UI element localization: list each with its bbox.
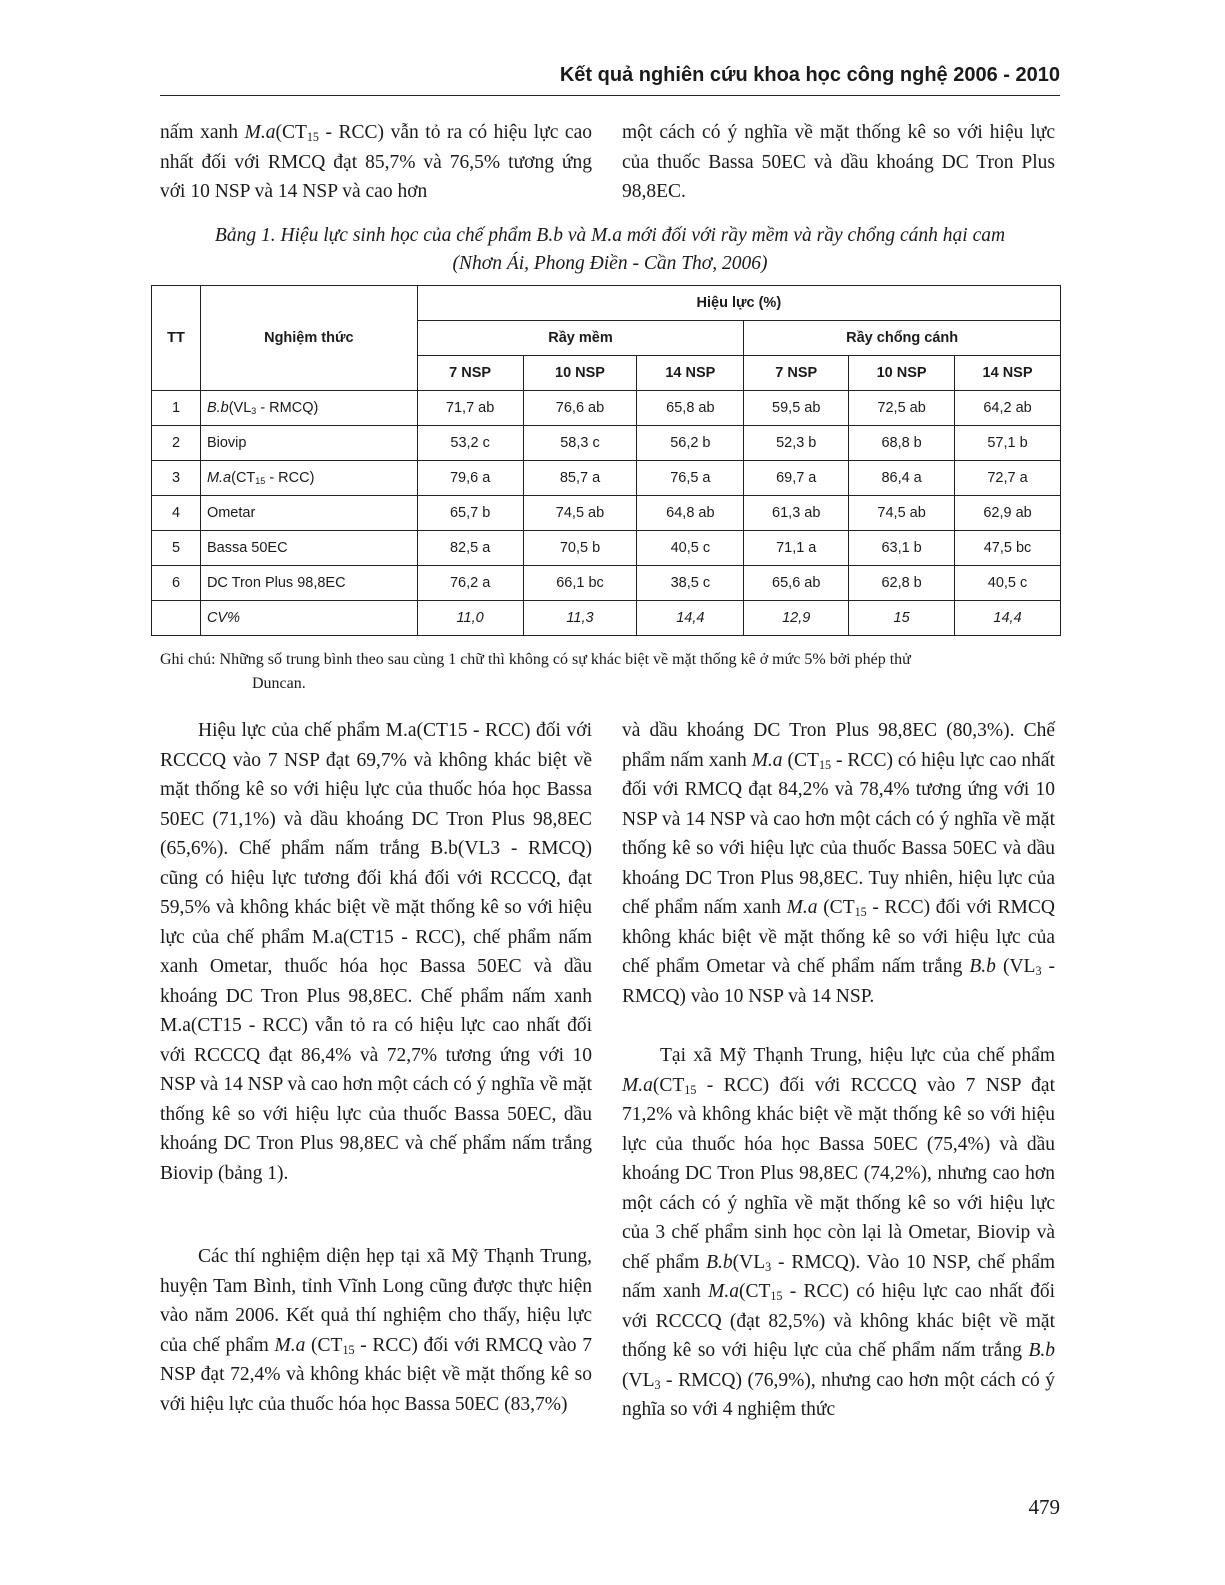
row-value: 52,3 b: [744, 426, 849, 461]
header-day-2: 14 NSP: [637, 356, 744, 391]
row-value: 69,7 a: [744, 461, 849, 496]
row-value: 40,5 c: [955, 566, 1061, 601]
row-value: 38,5 c: [637, 566, 744, 601]
row-value: 72,7 a: [955, 461, 1061, 496]
row-value: 86,4 a: [849, 461, 955, 496]
table-row: [152, 566, 1061, 601]
header-group-ray-mem: Rầy mềm: [417, 321, 744, 356]
table-caption: [160, 222, 1060, 278]
header-efficacy: Hiệu lực (%): [417, 286, 1060, 321]
body-right-paragraph-1: và dầu khoáng DC Tron Plus 98,8EC (80,3%). Chế phẩm nấm xanh M.a $(CT_{15} - RCC)$ có hiệu lực cao nhất đối với RMCQ đạt 84,2% và 78,4% tương ứng với 10 NSP và 14 NSP và cao hơn một cách có ý nghĩa về mặt thống kê so với hiệu lực của thuốc Bassa 50EC và dầu khoáng DC Tron Plus 98,8EC. Tuy nhiên, hiệu lực của chế phẩm nấm xanh M.a $(CT_{15} - RCC)$ đối với RMCQ không khác biệt về mặt thống kê so với hiệu lực của chế phẩm Ometar và chế phẩm nấm trắng B.b ($VL_3$ - RMCQ) vào 10 NSP và 14 NSP.: [622, 720, 1055, 1007]
page-number: 479: [1028, 1495, 1060, 1519]
header-group-ray-chong-canh: Rầy chổng cánh: [744, 321, 1061, 356]
row-treatment: $M.a(CT_{15} - RCC)$: [200, 461, 417, 496]
row-treatment: Biovip: [200, 426, 417, 461]
row-value: 76,2 a: [417, 566, 523, 601]
row-value: 47,5 bc: [955, 531, 1061, 566]
header-tt: TT: [152, 286, 201, 391]
row-tt: 6: [152, 566, 201, 601]
cv-value: 12,9: [744, 601, 849, 636]
row-value: 65,7 b: [417, 496, 523, 531]
row-value: 40,5 c: [637, 531, 744, 566]
row-value: 65,6 ab: [744, 566, 849, 601]
table-row: [152, 391, 1061, 426]
header-day-1: 10 NSP: [523, 356, 637, 391]
row-value: 71,7 ab: [417, 391, 523, 426]
table-row: [152, 496, 1061, 531]
row-value: 74,5 ab: [523, 496, 637, 531]
results-table: [151, 285, 1061, 636]
table-note-line1: Ghi chú: Những số trung bình theo sau cùng 1 chữ thì không có sự khác biệt về mặt thống kê ở mức 5% bởi phép thử: [160, 651, 911, 668]
header-day-4: 10 NSP: [849, 356, 955, 391]
row-value: 72,5 ab: [849, 391, 955, 426]
row-tt: 4: [152, 496, 201, 531]
row-tt: 5: [152, 531, 201, 566]
row-tt-empty: [152, 601, 201, 636]
row-value: 85,7 a: [523, 461, 637, 496]
row-value: 64,2 ab: [955, 391, 1061, 426]
row-value: 64,8 ab: [637, 496, 744, 531]
row-value: 70,5 b: [523, 531, 637, 566]
row-value: 65,8 ab: [637, 391, 744, 426]
row-value: 76,6 ab: [523, 391, 637, 426]
row-value: 58,3 c: [523, 426, 637, 461]
row-treatment: $B.b(VL_3$ - RMCQ): [200, 391, 417, 426]
cv-value: 11,0: [417, 601, 523, 636]
table-row: [152, 461, 1061, 496]
header-treatment: Nghiệm thức: [200, 286, 417, 391]
row-value: 66,1 bc: [523, 566, 637, 601]
header-day-3: 7 NSP: [744, 356, 849, 391]
cv-value: 14,4: [637, 601, 744, 636]
row-value: 62,8 b: [849, 566, 955, 601]
table-row: [152, 531, 1061, 566]
row-value: 59,5 ab: [744, 391, 849, 426]
cv-label: CV%: [200, 601, 417, 636]
header-day-5: 14 NSP: [955, 356, 1061, 391]
cv-value: 11,3: [523, 601, 637, 636]
row-value: 79,6 a: [417, 461, 523, 496]
intro-right-paragraph: một cách có ý nghĩa về mặt thống kê so với hiệu lực của thuốc Bassa 50EC và dầu khoáng DC Tron Plus 98,8EC.: [622, 122, 1055, 202]
row-tt: 3: [152, 461, 201, 496]
row-value: 61,3 ab: [744, 496, 849, 531]
row-value: 68,8 b: [849, 426, 955, 461]
table-note: [160, 648, 1060, 696]
table-row: [152, 426, 1061, 461]
row-value: 57,1 b: [955, 426, 1061, 461]
row-value: 56,2 b: [637, 426, 744, 461]
cv-value: 14,4: [955, 601, 1061, 636]
row-tt: 1: [152, 391, 201, 426]
row-value: 62,9 ab: [955, 496, 1061, 531]
row-value: 82,5 a: [417, 531, 523, 566]
header-day-0: 7 NSP: [417, 356, 523, 391]
intro-left-paragraph: nấm xanh $M.a(CT_{15} - RCC)$ vẫn tỏ ra có hiệu lực cao nhất đối với RMCQ đạt 85,7% và 76,5% tương ứng với 10 NSP và 14 NSP và cao hơn: [160, 122, 592, 202]
body-left-paragraph-1: Hiệu lực của chế phẩm M.a(CT15 - RCC) đối với RCCCQ vào 7 NSP đạt 69,7% và không khác biệt về mặt thống kê so với hiệu lực của thuốc hóa học Bassa 50EC (71,1%) và dầu khoáng DC Tron Plus 98,8EC (65,6%). Chế phẩm nấm trắng B.b(VL3 - RMCQ) cũng có hiệu lực tương đối khá đối với RCCCQ, đạt 59,5% và không khác biệt về mặt thống kê so với hiệu lực của chế phẩm M.a(CT15 - RCC), chế phẩm nấm xanh Ometar, thuốc hóa học Bassa 50EC và dầu khoáng DC Tron Plus 98,8EC. Chế phẩm nấm xanh M.a(CT15 - RCC) vẫn tỏ ra có hiệu lực cao nhất đối với RCCCQ đạt 86,4% và 72,7% tương ứng với 10 NSP và 14 NSP và cao hơn một cách có ý nghĩa về mặt thống kê so với hiệu lực của thuốc Bassa 50EC, dầu khoáng DC Tron Plus 98,8EC và chế phẩm nấm trắng Biovip (bảng 1).: [160, 720, 592, 1184]
body-right-paragraph-2: Tại xã Mỹ Thạnh Trung, hiệu lực của chế phẩm $M.a(CT_{15} - RCC)$ đối với RCCCQ vào 7 NSP đạt 71,2% và không khác biệt về mặt thống kê so với hiệu lực của thuốc hóa học Bassa 50EC (75,4%) và dầu khoáng DC Tron Plus 98,8EC (74,2%), nhưng cao hơn một cách có ý nghĩa về mặt thống kê so với hiệu lực của 3 chế phẩm sinh học còn lại là Ometar, Biovip và chế phẩm $B.b(VL_3$ - RMCQ). Vào 10 NSP, chế phẩm nấm xanh $M.a(CT_{15} - RCC)$ có hiệu lực cao nhất đối với RCCCQ (đạt 82,5%) và không khác biệt về mặt thống kê so với hiệu lực của chế phẩm nấm trắng B.b ($VL_3$ - RMCQ) (76,9%), nhưng cao hơn một cách có ý nghĩa so với 4 nghiệm thức: [622, 1045, 1055, 1420]
row-tt: 2: [152, 426, 201, 461]
table-caption-line2: (Nhơn Ái, Phong Điền - Cần Thơ, 2006): [452, 253, 768, 274]
row-value: 53,2 c: [417, 426, 523, 461]
row-treatment: DC Tron Plus 98,8EC: [200, 566, 417, 601]
row-treatment: Bassa 50EC: [200, 531, 417, 566]
table-row-cv: [152, 601, 1061, 636]
table-caption-line1: Bảng 1. Hiệu lực sinh học của chế phẩm B.b và M.a mới đối với rầy mềm và rầy chổng cánh hại cam: [214, 225, 1006, 246]
row-treatment: Ometar: [200, 496, 417, 531]
row-value: 71,1 a: [744, 531, 849, 566]
row-value: 63,1 b: [849, 531, 955, 566]
table-note-line2: Duncan.: [252, 675, 306, 692]
running-header: Kết quả nghiên cứu khoa học công nghệ 2006 - 2010: [559, 64, 1060, 86]
header-rule: [160, 95, 1060, 96]
body-left-paragraph-2: Các thí nghiệm diện hẹp tại xã Mỹ Thạnh Trung, huyện Tam Bình, tỉnh Vĩnh Long cũng được thực hiện vào năm 2006. Kết quả thí nghiệm cho thấy, hiệu lực của chế phẩm M.a $(CT_{15} - RCC)$ đối với RMCQ vào 7 NSP đạt 72,4% và không khác biệt về mặt thống kê so với hiệu lực của thuốc hóa học Bassa 50EC (83,7%): [160, 1246, 592, 1415]
row-value: 76,5 a: [637, 461, 744, 496]
row-value: 74,5 ab: [849, 496, 955, 531]
cv-value: 15: [849, 601, 955, 636]
